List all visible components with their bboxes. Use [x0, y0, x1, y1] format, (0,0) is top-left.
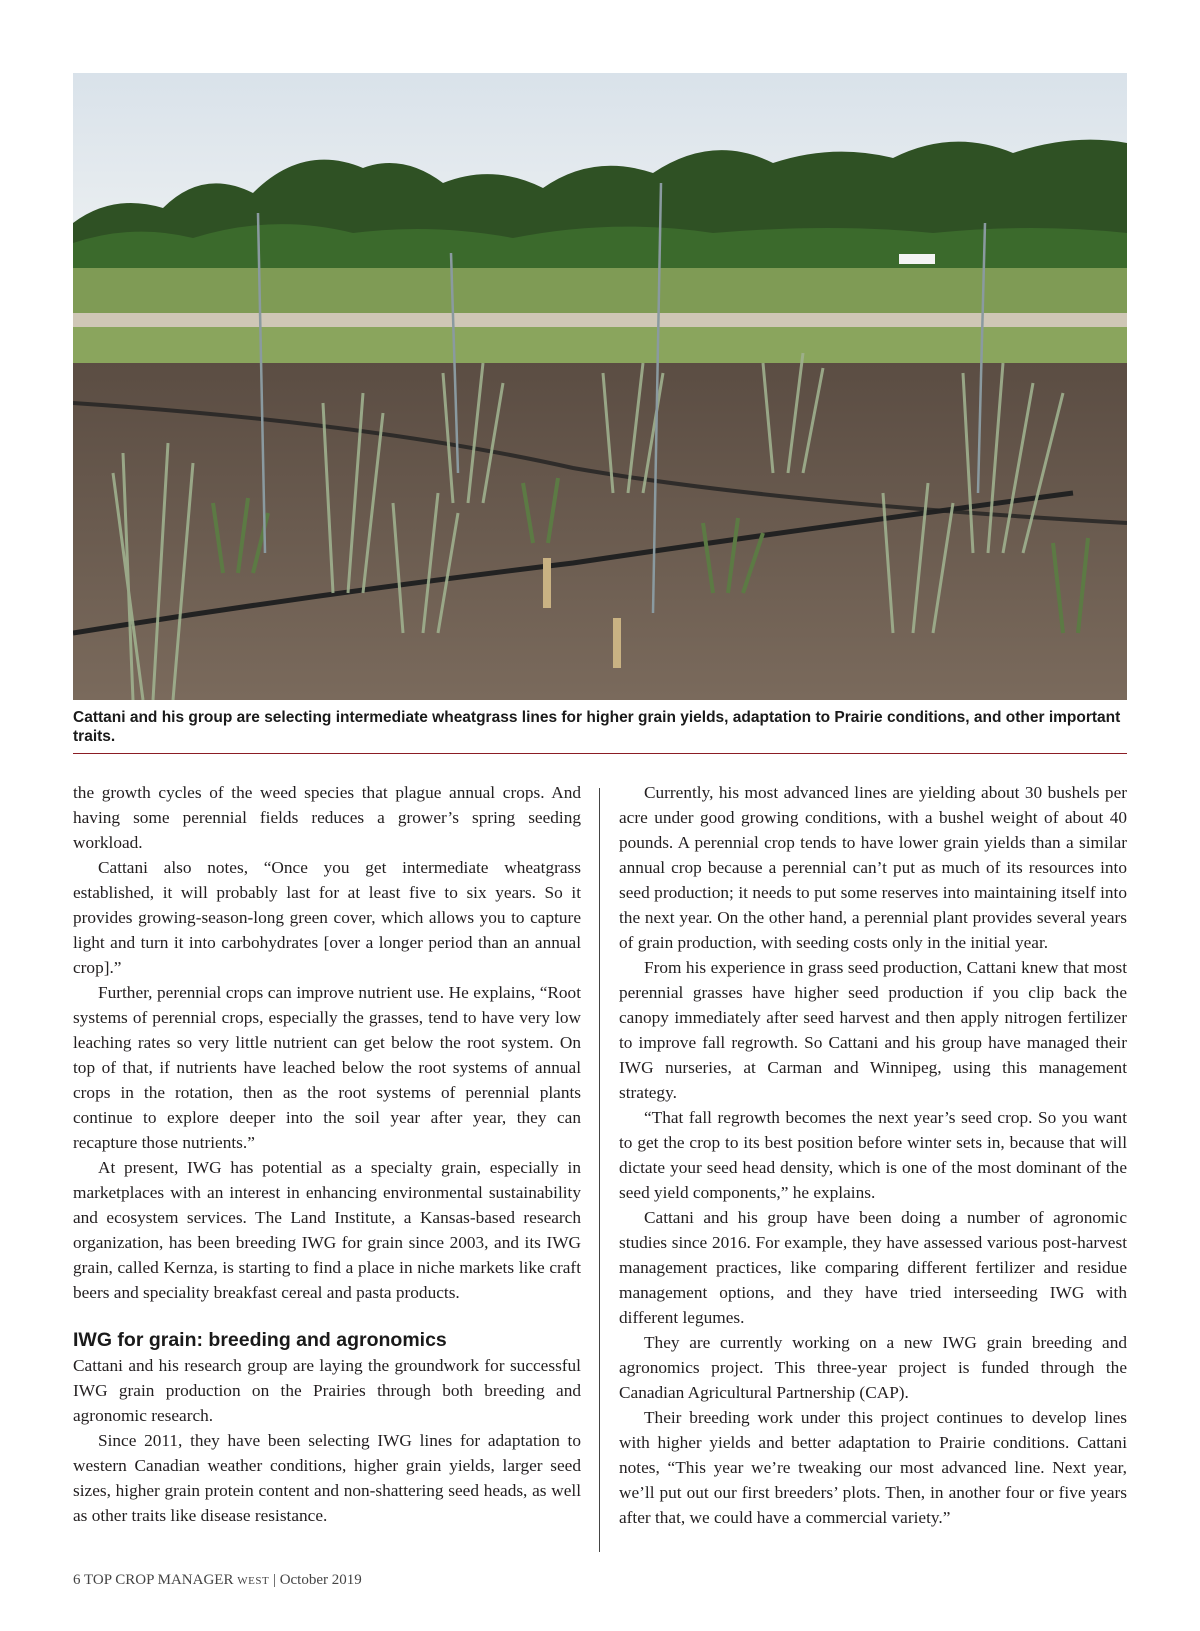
paragraph: Currently, his most advanced lines are yielding about 30 bushels per acre under good growing conditions, with a bushel weight of about 40 pounds. A perennial crop tends to have lower grain yields than a similar annual crop because a perennial can’t put as much of its resources into seed production; it needs to put some reserves into maintaining itself into the next year. On the other hand, a perennial plant provides several years of grain production, with seeding costs only in the initial year.: [619, 783, 1127, 952]
section-heading: IWG for grain: breeding and agronomics: [73, 1329, 447, 1351]
paragraph: Cattani and his group have been doing a number of agronomic studies since 2016. For example, they have assessed various post-harvest management practices, like comparing different fertilizer and residue management options, and they have tried interseeding IWG with different legumes.: [619, 1208, 1127, 1327]
paragraph: Cattani also notes, “Once you get intermediate wheatgrass established, it will probably last for at least five to six years. So it provides growing-season-long green cover, which allows you to capture light and turn it into carbohydrates [over a longer period than an annual crop].”: [73, 858, 581, 977]
paragraph: Their breeding work under this project continues to develop lines with higher yields and better adaptation to Prairie conditions. Cattani notes, “This year we’re tweaking our most advanced line. Next year, we’ll put out our first breeders’ plots. Then, in another four or five years after that, we could have a commercial variety.”: [619, 1408, 1127, 1527]
paragraph: Further, perennial crops can improve nutrient use. He explains, “Root systems of perennial crops, especially the grasses, tend to have very low leaching rates so very little nutrient can get below the root system. On top of that, if nutrients have leached below the root systems of annual crops in the rotation, then as the root systems of perennial plants continue to explore deeper into the soil year after year, they can recapture those nutrients.”: [73, 983, 581, 1152]
paragraph: “That fall regrowth becomes the next year’s seed crop. So you want to get the crop to its best position before winter sets in, because that will dictate your seed head density, which is one of the most dominant of the seed yield components,” he explains.: [619, 1108, 1127, 1202]
issue-date: October 2019: [279, 1572, 362, 1588]
magazine-edition: WEST: [237, 1575, 270, 1587]
left-column: [73, 780, 581, 1528]
caption-rule: [73, 753, 1127, 754]
photo-caption: Cattani and his group are selecting intermediate wheatgrass lines for higher grain yields, adaptation to Prairie conditions, and other important traits.: [73, 709, 1121, 745]
right-column: [619, 780, 1127, 1530]
paragraph: They are currently working on a new IWG grain breeding and agronomics project. This three-year project is funded through the Canadian Agricultural Partnership (CAP).: [619, 1333, 1127, 1402]
magazine-name: TOP CROP MANAGER: [83, 1572, 234, 1588]
column-divider: [599, 788, 600, 1552]
wheatgrass-field-image: [73, 73, 1127, 700]
paragraph: Cattani and his research group are laying the groundwork for successful IWG grain production on the Prairies through both breeding and agronomic research.: [73, 1356, 581, 1425]
page-footer: [73, 1572, 362, 1589]
page-number: 6: [73, 1572, 81, 1588]
paragraph: Since 2011, they have been selecting IWG lines for adaptation to western Canadian weather conditions, higher grain yields, larger seed sizes, higher grain protein content and non-shattering seed heads, as well as other traits like disease resistance.: [73, 1431, 581, 1525]
article-photo: [73, 73, 1127, 700]
paragraph: From his experience in grass seed production, Cattani knew that most perennial grasses have higher seed production if you clip back the canopy immediately after seed harvest and then apply nitrogen fertilizer to improve fall regrowth. So Cattani and his group have managed their IWG nurseries, at Carman and Winnipeg, using this management strategy.: [619, 958, 1127, 1102]
footer-separator: |: [272, 1572, 276, 1588]
paragraph: At present, IWG has potential as a specialty grain, especially in marketplaces with an interest in enhancing environmental sustainability and ecosystem services. The Land Institute, a Kansas-based research organization, has been breeding IWG for grain since 2003, and its IWG grain, called Kernza, is starting to find a place in niche markets like craft beers and speciality breakfast cereal and pasta products.: [73, 1158, 581, 1302]
paragraph: the growth cycles of the weed species that plague annual crops. And having some perennial fields reduces a grower’s spring seeding workload.: [73, 783, 581, 852]
